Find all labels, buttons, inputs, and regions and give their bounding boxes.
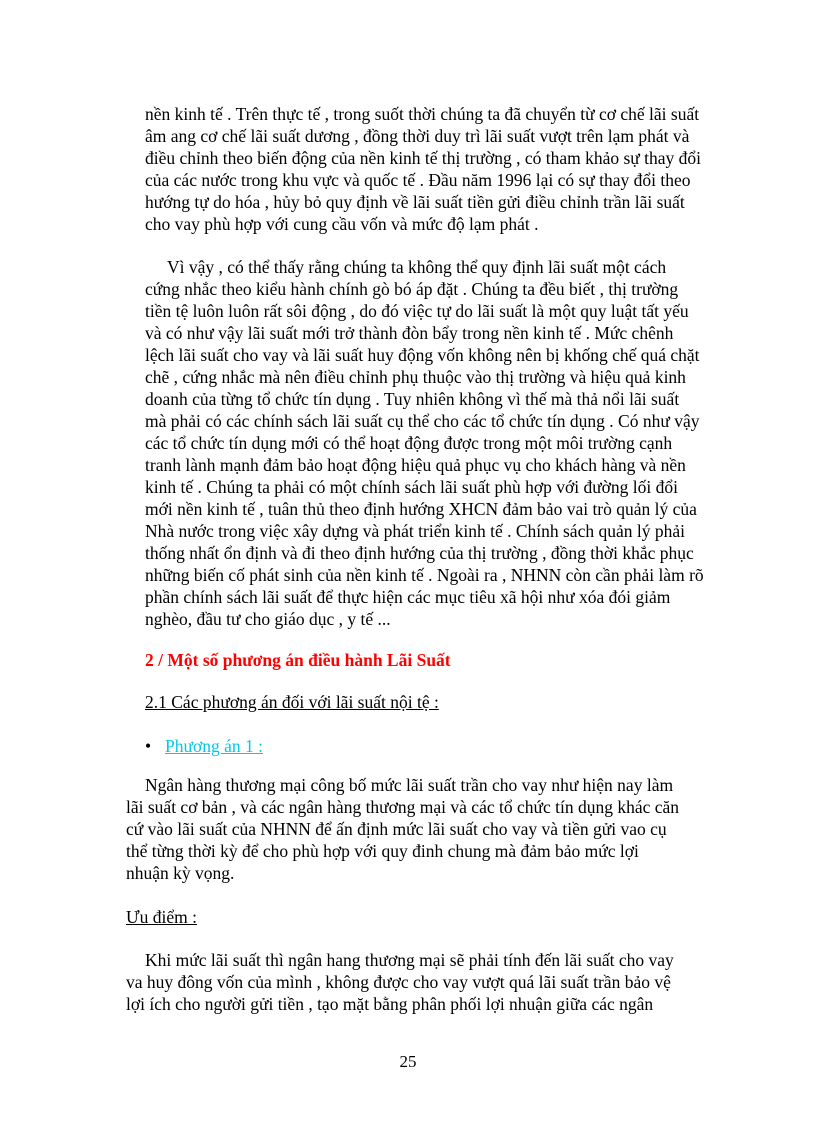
text-line: tranh lành mạnh đảm bảo hoạt động hiệu quả phục vụ cho khách hàng và nền xyxy=(145,455,686,475)
text-line: nền kinh tế . Trên thực tế , trong suốt thời chúng ta đã chuyển từ cơ chế lãi suất xyxy=(145,104,700,124)
section-heading: 2 / Một số phương án điều hành Lãi Suất xyxy=(145,650,451,670)
text-line: thống nhất ổn định và đi theo định hướng của thị trường , đồng thời khắc phục xyxy=(145,543,694,563)
advantage-label: Ưu điểm : xyxy=(126,907,197,927)
subsection-heading: 2.1 Các phương án đối với lãi suất nội tệ : xyxy=(145,692,439,712)
text-line: cho vay phù hợp với cung cầu vốn và mức độ lạm phát . xyxy=(145,214,539,234)
text-line: Khi mức lãi suất thì ngân hang thương mại sẽ phải tính đến lãi suất cho vay xyxy=(145,950,674,970)
text-line: thể từng thời kỳ để cho phù hợp với quy đinh chung mà đảm bảo mức lợi xyxy=(126,841,639,861)
text-line: Ngân hàng thương mại công bố mức lãi suất trần cho vay như hiện nay làm xyxy=(145,775,674,795)
text-line: tiền tệ luôn luôn rất sôi động , do đó việc tự do lãi suất là một quy luật tất yếu xyxy=(145,301,689,321)
bullet-item xyxy=(145,736,263,757)
bullet-link[interactable]: Phương án 1 : xyxy=(165,736,263,756)
page-number: 25 xyxy=(399,1052,417,1071)
text-line: mà phải có các chính sách lãi suất cụ thể cho các tổ chức tín dụng . Có như vậy xyxy=(145,411,700,431)
text-line: phần chính sách lãi suất để thực hiện các mục tiêu xã hội như xóa đói giảm xyxy=(145,587,671,607)
text-line: nhuận kỳ vọng. xyxy=(126,863,235,883)
text-line: mới nền kinh tế , tuân thủ theo định hướng XHCN đảm bảo vai trò quản lý của xyxy=(145,499,697,519)
text-line: lệch lãi suất cho vay và lãi suất huy động vốn không nên bị khống chế quá chặt xyxy=(145,345,700,365)
text-line: doanh của từng tổ chức tín dụng . Tuy nhiên không vì thế mà thả nổi lãi suất xyxy=(145,389,680,409)
text-line: hướng tự do hóa , hủy bỏ quy định về lãi suất tiền gửi điều chỉnh trần lãi suất xyxy=(145,192,685,212)
text-line: cứng nhắc theo kiểu hành chính gò bó áp đặt . Chúng ta đều biết , thị trường xyxy=(145,279,679,299)
text-line: điều chỉnh theo biến động của nền kinh tế thị trường , có tham khảo sự thay đổi xyxy=(145,148,702,168)
text-line: Vì vậy , có thể thấy rằng chúng ta không thể quy định lãi suất một cách xyxy=(167,257,667,277)
text-line: lợi ích cho người gửi tiền , tạo mặt bằng phân phối lợi nhuận giữa các ngân xyxy=(126,994,654,1014)
text-line: kinh tế . Chúng ta phải có một chính sách lãi suất phù hợp với đường lối đổi xyxy=(145,477,679,497)
text-line: va huy đông vốn của mình , không được cho vay vượt quá lãi suất trần bảo vệ xyxy=(126,972,671,992)
text-line: các tổ chức tín dụng mới có thể hoạt động được trong một môi trường cạnh xyxy=(145,433,673,453)
text-line: chẽ , cứng nhắc mà nên điều chỉnh phụ thuộc vào thị trường và hiệu quả kinh xyxy=(145,367,686,387)
text-line: và có như vậy lãi suất mới trở thành đòn bẩy trong nền kinh tế . Mức chênh xyxy=(145,323,674,343)
text-line: lãi suất cơ bản , và các ngân hàng thương mại và các tổ chức tín dụng khác căn xyxy=(126,797,680,817)
text-line: nghèo, đầu tư cho giáo dục , y tế ... xyxy=(145,609,391,629)
text-line: âm ang cơ chế lãi suất dương , đồng thời duy trì lãi suất vượt trên lạm phát và xyxy=(145,126,690,146)
text-line: Nhà nước trong việc xây dựng và phát triển kinh tế . Chính sách quản lý phải xyxy=(145,521,685,541)
text-line: cứ vào lãi suất của NHNN để ấn định mức lãi suất cho vay và tiền gửi vao cụ xyxy=(126,819,667,839)
text-line: những biến cố phát sinh của nền kinh tế . Ngoài ra , NHNN còn cần phải làm rõ xyxy=(145,565,704,585)
text-line: của các nước trong khu vực và quốc tế . Đầu năm 1996 lại có sự thay đổi theo xyxy=(145,170,691,190)
bullet-icon: • xyxy=(145,736,152,756)
